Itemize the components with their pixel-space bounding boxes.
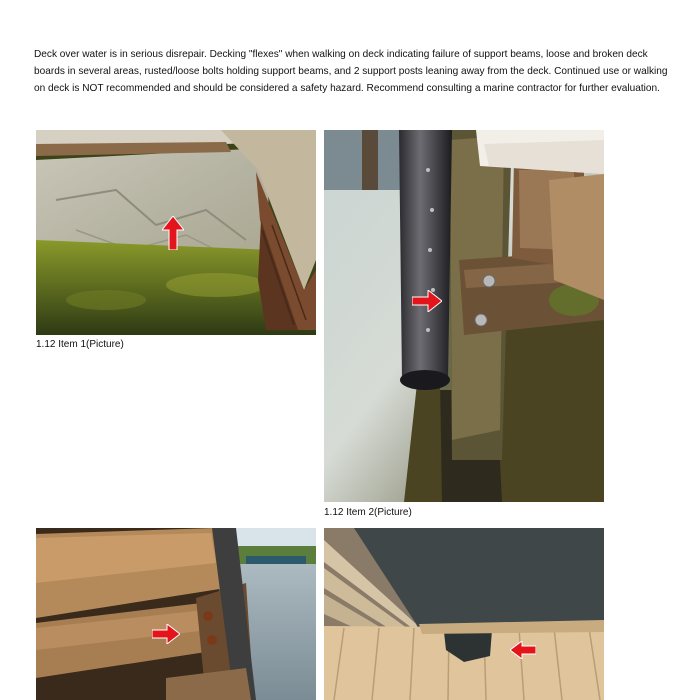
photo-item-4 xyxy=(324,528,604,700)
section-description: Deck over water is in serious disrepair. Decking "flexes" when walking on deck indicating failure of support beams, loose and broken deck boards in several areas, rusted/loose bolts holding support beams, and 2 support posts leaning away from the deck. Continued use or walking on deck is NOT recommended and should be considered a safety hazard. Recommend consulting a marine contractor for further evaluation. xyxy=(34,49,668,94)
arrow-right-icon xyxy=(152,624,180,644)
arrow-left-icon xyxy=(510,641,536,659)
photo-item-3-image xyxy=(36,528,316,700)
photo-caption-item-1: 1.12 Item 1(Picture) xyxy=(36,339,124,350)
arrow-up-icon xyxy=(162,216,184,250)
photo-item-3 xyxy=(36,528,316,700)
photo-item-4-image xyxy=(324,528,604,700)
arrow-right-icon xyxy=(412,290,442,312)
photo-item-1 xyxy=(36,130,316,335)
photo-caption-item-2: 1.12 Item 2(Picture) xyxy=(324,507,412,518)
photo-item-2-image xyxy=(324,130,604,502)
photo-item-2 xyxy=(324,130,604,502)
